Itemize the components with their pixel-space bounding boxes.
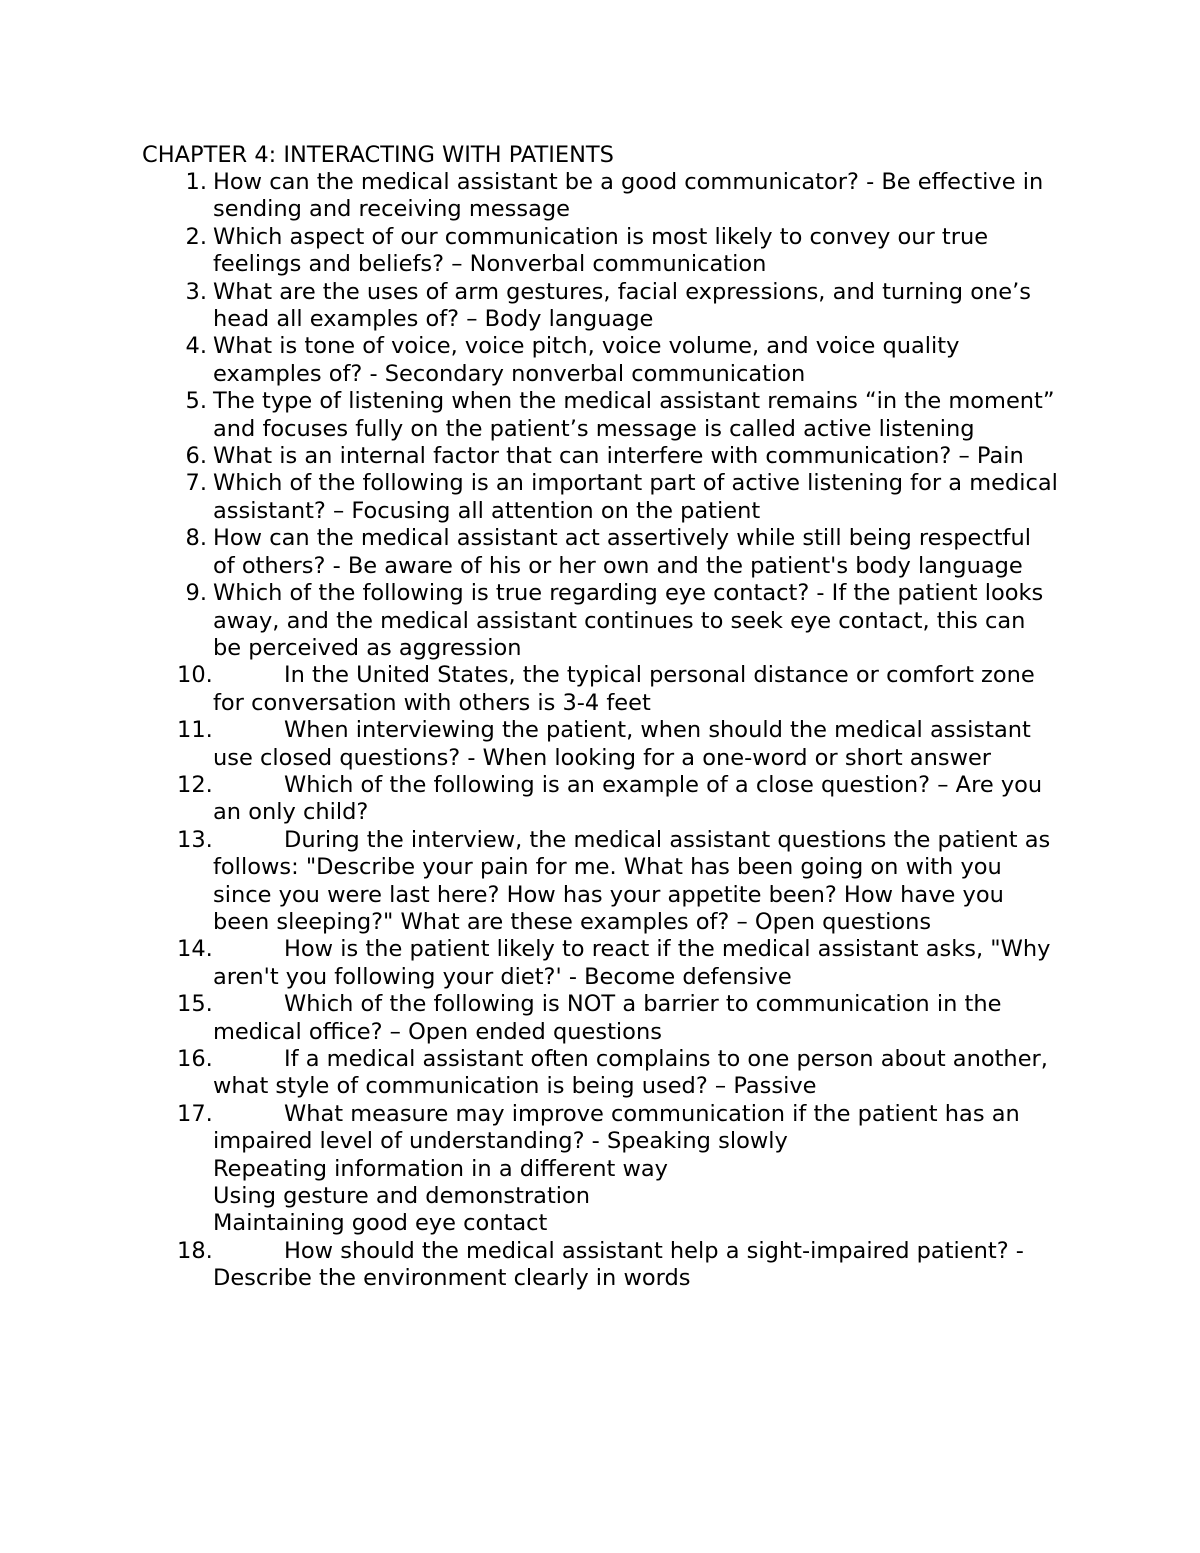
item-number: 12.: [177, 771, 213, 798]
item-text: In the United States, the typical personal distance or comfort zone for conversation with others is 3-4 feet: [213, 662, 1035, 716]
item-number: 1.: [185, 169, 207, 195]
answer-extra-line: Using gesture and demonstration: [213, 1183, 591, 1210]
item-text: What is tone of voice, voice pitch, voice volume, and voice quality examples of? - Secondary nonverbal communication: [213, 333, 960, 387]
item-number: 11.: [177, 717, 213, 744]
item-text: Which aspect of our communication is most likely to convey our true feelings and beliefs? – Nonverbal communication: [213, 223, 989, 278]
list-item: [0, 1238, 1058, 1293]
item-number: 13.: [177, 826, 213, 853]
list-item: [0, 991, 1058, 1046]
item-number: 15.: [177, 991, 213, 1018]
list-item: [0, 224, 1058, 279]
item-text: What measure may improve communication if the patient has an impaired level of understanding? - Speaking slowly: [213, 1100, 1020, 1155]
item-number: 5.: [185, 388, 207, 415]
list-item: [0, 525, 1058, 580]
item-text: How should the medical assistant help a sight-impaired patient? - Describe the environment clearly in words: [213, 1237, 1024, 1292]
item-text: How can the medical assistant act assertively while still being respectful of others? - Be aware of his or her own and the patient's body language: [213, 525, 1031, 579]
item-text: The type of listening when the medical assistant remains “in the moment” and focuses fully on the patient’s message is called active listening: [213, 388, 1055, 442]
list-item: [0, 662, 1058, 717]
item-number: 9.: [185, 580, 207, 607]
item-number: 6.: [185, 443, 207, 470]
item-number: 14.: [177, 936, 213, 963]
list-item: [0, 580, 1058, 662]
question-list: [0, 169, 1200, 1293]
item-text: What are the uses of arm gestures, facial expressions, and turning one’s head all examples of? – Body language: [213, 278, 1031, 333]
item-text: Which of the following is an important part of active listening for a medical assistant? – Focusing all attention on the patient: [213, 470, 1058, 524]
item-number: 4.: [185, 333, 207, 360]
item-text: Which of the following is an example of a close question? – Are you an only child?: [213, 771, 1043, 826]
item-text: Which of the following is true regarding eye contact? - If the patient looks away, and the medical assistant continues to seek eye contact, this can be perceived as aggression: [213, 580, 1044, 661]
item-text: Which of the following is NOT a barrier to communication in the medical office? – Open ended questions: [213, 991, 1002, 1045]
list-item: [0, 443, 1058, 470]
list-item: [0, 717, 1058, 772]
list-item: [0, 388, 1058, 443]
list-item: [0, 169, 1058, 224]
item-text: When interviewing the patient, when should the medical assistant use closed questions? - When looking for a one-word or short answer: [213, 717, 1031, 771]
item-number: 17.: [177, 1100, 213, 1127]
item-number: 2.: [185, 223, 207, 250]
list-item: [0, 1046, 1058, 1101]
item-number: 10.: [177, 662, 213, 689]
item-number: 3.: [185, 278, 207, 305]
item-text: If a medical assistant often complains to one person about another, what style of communication is being used? – Passive: [213, 1046, 1048, 1100]
item-text: What is an internal factor that can interfere with communication? – Pain: [213, 443, 1024, 470]
list-item: [0, 333, 1058, 388]
item-number: 16.: [177, 1046, 213, 1072]
list-item: [0, 1101, 1058, 1238]
item-text: During the interview, the medical assistant questions the patient as follows: "Describe your pain for me. What has been going on with you since you were last here? How has your appetite been? How have you been sleeping?" What are these examples of? – Open questions: [213, 826, 1051, 935]
list-item: [0, 936, 1058, 991]
item-number: 8.: [185, 525, 207, 552]
list-item: [0, 470, 1058, 525]
list-item: [0, 279, 1058, 334]
item-text: How can the medical assistant be a good communicator? - Be effective in sending and receiving message: [213, 169, 1044, 223]
list-item: [0, 827, 1058, 937]
item-number: 7.: [185, 470, 207, 497]
item-text: How is the patient likely to react if the medical assistant asks, "Why aren't you following your diet?' - Become defensive: [213, 936, 1051, 990]
answer-extra-line: Repeating information in a different way: [213, 1155, 668, 1182]
answer-extra-line: Maintaining good eye contact: [213, 1210, 548, 1237]
chapter-title: CHAPTER 4: INTERACTING WITH PATIENTS: [142, 142, 614, 168]
list-item: [0, 772, 1058, 827]
item-number: 18.: [177, 1237, 213, 1264]
